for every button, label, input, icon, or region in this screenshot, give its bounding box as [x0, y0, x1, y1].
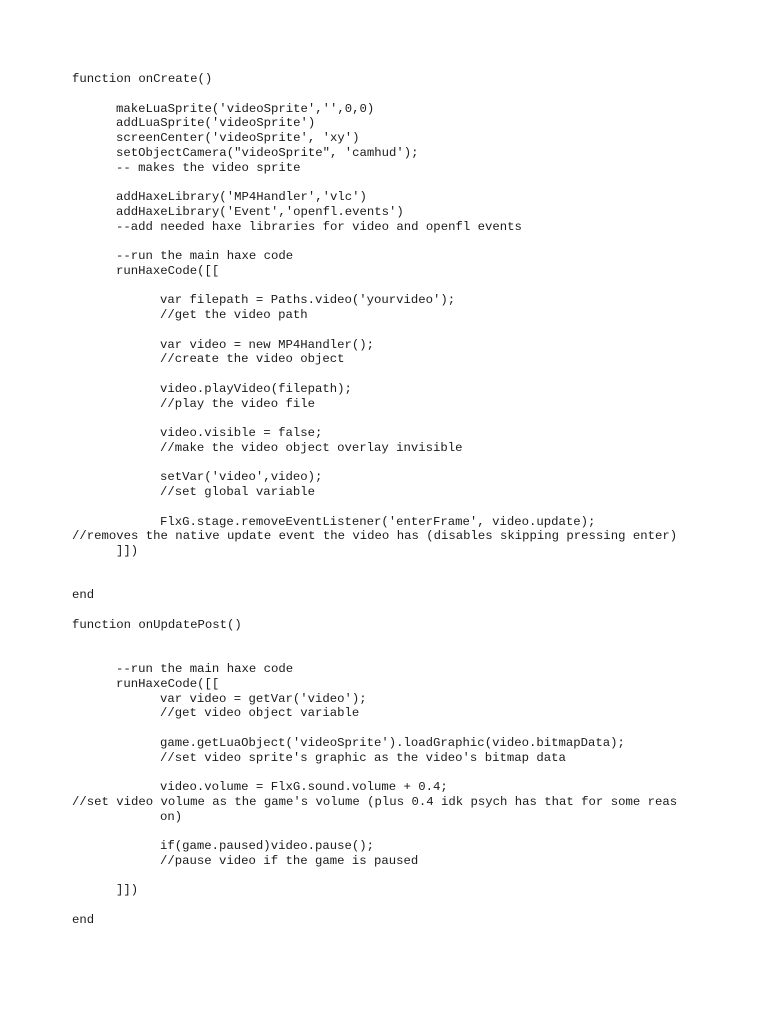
- blank-line: [72, 898, 682, 913]
- code-listing: [72, 72, 682, 928]
- code-line: //get the video path: [160, 308, 308, 322]
- code-line: //make the video object overlay invisible: [160, 440, 463, 455]
- code-line: game.getLuaObject('videoSprite').loadGraphic(video.bitmapData);: [160, 735, 625, 750]
- blank-line: [72, 367, 682, 382]
- code-line: var video = new MP4Handler();: [160, 337, 375, 352]
- blank-line: [72, 87, 682, 102]
- blank-line: [72, 824, 682, 839]
- blank-line: [72, 175, 682, 190]
- code-line: video.playVideo(filepath);: [160, 381, 352, 396]
- code-line: function onCreate(): [72, 72, 213, 86]
- blank-line: [72, 411, 682, 426]
- code-line: //create the video object: [160, 352, 345, 367]
- code-line: addHaxeLibrary('Event','openfl.events'): [116, 204, 404, 219]
- code-line: video.volume = FlxG.sound.volume + 0.4;: [160, 780, 448, 794]
- code-line: video.visible = false;: [160, 426, 323, 440]
- code-line: screenCenter('videoSprite', 'xy'): [116, 131, 360, 145]
- blank-line: [72, 279, 682, 294]
- code-line: ]]): [116, 883, 139, 898]
- code-line: var video = getVar('video');: [160, 691, 367, 706]
- code-line: //set video sprite's graphic as the video's bitmap data: [160, 750, 566, 765]
- blank-line: [72, 633, 682, 648]
- code-line: runHaxeCode([[: [116, 263, 220, 278]
- code-line: --run the main haxe code: [116, 249, 294, 263]
- blank-line: [72, 647, 682, 662]
- code-line: setObjectCamera("videoSprite", 'camhud');: [116, 145, 419, 160]
- code-line: //set global variable: [160, 485, 315, 499]
- code-line: makeLuaSprite('videoSprite','',0,0): [116, 101, 375, 116]
- code-line: --run the main haxe code: [116, 662, 294, 676]
- code-line: --add needed haxe libraries for video and openfl events: [116, 219, 522, 234]
- code-line: if(game.paused)video.pause();: [160, 839, 375, 853]
- blank-line: [72, 323, 682, 338]
- code-line: ]]): [116, 544, 139, 558]
- blank-line: [72, 234, 682, 249]
- code-line: runHaxeCode([[: [116, 676, 220, 691]
- code-line: //get video object variable: [160, 706, 360, 721]
- code-line: function onUpdatePost(): [72, 617, 242, 632]
- code-line: addLuaSprite('videoSprite'): [116, 116, 316, 131]
- blank-line: [72, 765, 682, 780]
- blank-line: [72, 603, 682, 618]
- blank-line: [72, 721, 682, 736]
- blank-line: [72, 500, 682, 515]
- blank-line: [72, 574, 682, 589]
- code-line: //play the video file: [160, 396, 315, 411]
- code-line: end: [72, 588, 95, 603]
- code-line: //removes the native update event the video has (disables skipping pressing enter): [72, 529, 678, 544]
- code-line: addHaxeLibrary('MP4Handler','vlc'): [116, 190, 367, 204]
- code-line: -- makes the video sprite: [116, 160, 301, 175]
- blank-line: [72, 456, 682, 471]
- code-line: FlxG.stage.removeEventListener('enterFrame', video.update);: [160, 514, 596, 529]
- blank-line: [72, 559, 682, 574]
- blank-line: [72, 869, 682, 884]
- code-line: end: [72, 912, 95, 927]
- code-line: //set video volume as the game's volume (plus 0.4 idk psych has that for some reason): [72, 794, 678, 824]
- code-line: var filepath = Paths.video('yourvideo');: [160, 293, 456, 308]
- code-line: //pause video if the game is paused: [160, 853, 419, 868]
- code-line: setVar('video',video);: [160, 470, 323, 485]
